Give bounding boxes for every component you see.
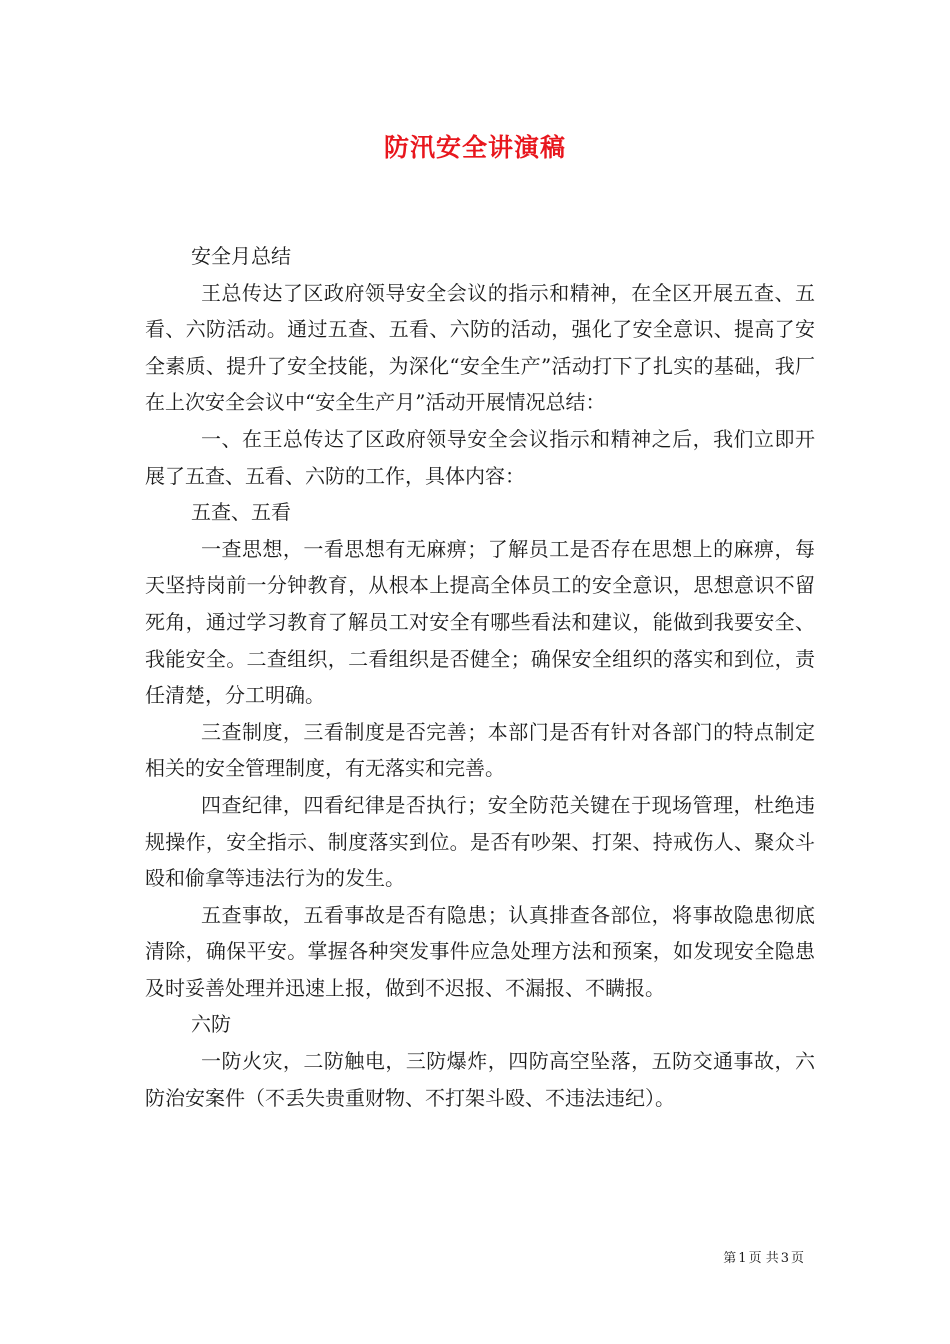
footer-middle: 页 共	[748, 1251, 779, 1266]
section-heading-safety-month: 安全月总结	[191, 244, 291, 268]
paragraph-check-accident: 五查事故，五看事故是否有隐患；认真排查各部位，将事故隐患彻底清除，确保平安。掌握各种突发事件应急处理方法和预案，如发现安全隐患及时妥善处理并迅速上报，做到不迟报、不漏报、不瞒报。	[145, 902, 815, 1000]
paragraph-six-preventions: 一防火灾，二防触电，三防爆炸，四防高空坠落，五防交通事故，六防治安案件（不丢失贵重财物、不打架斗殴、不违法违纪）。	[145, 1049, 815, 1110]
paragraph-check-discipline: 四查纪律，四看纪律是否执行；安全防范关键在于现场管理，杜绝违规操作，安全指示、制度落实到位。是否有吵架、打架、持戒伤人、聚众斗殴和偷拿等违法行为的发生。	[145, 792, 815, 891]
section-heading-five-checks: 五查、五看	[191, 500, 291, 525]
page-footer	[0, 1247, 805, 1266]
section-heading-six-preventions: 六防	[191, 1012, 231, 1037]
footer-suffix: 页	[790, 1251, 804, 1266]
paragraph-check-thought: 一查思想，一看思想有无麻痹；了解员工是否存在思想上的麻痹，每天坚持岗前一分钟教育，从根本上提高全体员工的安全意识，思想意识不留死角，通过学习教育了解员工对安全有哪些看法和建议，能做到我要安全、我能安全。二查组织，二看组织是否健全；确保安全组织的落实和到位，责任清楚，分工明确。	[145, 536, 815, 708]
paragraph-part-one: 一、在王总传达了区政府领导安全会议指示和精神之后，我们立即开展了五查、五看、六防的工作，具体内容：	[145, 426, 815, 488]
footer-current-page: 1	[738, 1251, 747, 1266]
paragraph-check-system: 三查制度，三看制度是否完善；本部门是否有针对各部门的特点制定相关的安全管理制度，有无落实和完善。	[145, 719, 815, 781]
footer-total-pages: 3	[780, 1251, 789, 1266]
footer-prefix: 第	[723, 1251, 737, 1266]
document-body	[145, 238, 815, 1116]
document-title: 防汛安全讲演稿	[383, 133, 566, 162]
paragraph-intro: 王总传达了区政府领导安全会议的指示和精神，在全区开展五查、五看、六防活动。通过五查、五看、六防的活动，强化了安全意识、提高了安全素质、提升了安全技能，为深化“安全生产”活动打下了扎实的基础，我厂在上次安全会议中“安全生产月”活动开展情况总结：	[145, 280, 815, 415]
